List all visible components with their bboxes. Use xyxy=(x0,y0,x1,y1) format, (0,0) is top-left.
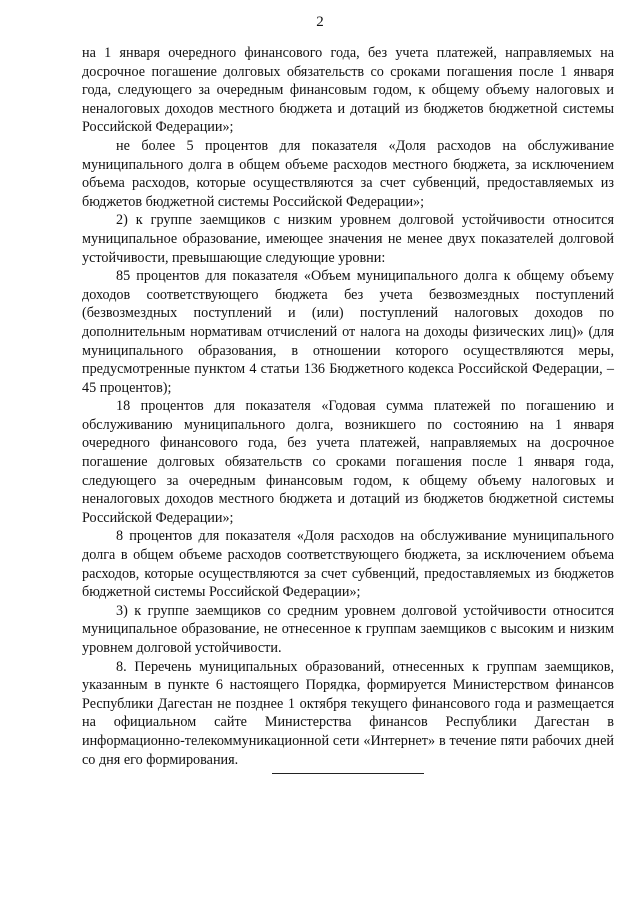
paragraph-indicator-8-percent: 8 процентов для показателя «Доля расходов на обслуживание муниципального долга в общем объеме расходов соответствующего бюджета, за исключением объема расходов, которые осуществляются за счет субвенций, предоставляемых из бюджетов бюджетной системы Российской Федерации»; xyxy=(82,528,614,601)
closing-divider-line xyxy=(272,773,424,774)
paragraph-indicator-5-percent: не более 5 процентов для показателя «Доля расходов на обслуживание муниципального долга в общем объеме расходов местного бюджета, за исключением объема расходов, которые осуществляются за счет субвенций, предоставляемых из бюджетов бюджетной системы Российской Федерации»; xyxy=(82,137,614,210)
page-number: 2 xyxy=(316,14,324,30)
paragraph-medium-stability-group: 3) к группе заемщиков со средним уровнем долговой устойчивости относится муниципальное образование, не отнесенное к группам заемщиков с высоким и низким уровнем долговой устойчивости. xyxy=(82,602,614,656)
paragraph-item-8: 8. Перечень муниципальных образований, отнесенных к группам заемщиков, указанным в пункте 6 настоящего Порядка, формируется Министерством финансов Республики Дагестан не позднее 1 октября текущего финансового года и размещается на официальном сайте Министерства финансов Республики Дагестан в информационно-телекоммуникационной сети «Интернет» в течение пяти рабочих дней со дня его формирования. xyxy=(82,658,614,768)
paragraph-low-stability-group: 2) к группе заемщиков с низким уровнем долговой устойчивости относится муниципальное образование, имеющее значения не менее двух показателей долговой устойчивости, превышающие следующие уровни: xyxy=(82,212,614,266)
paragraph-indicator-18-percent: 18 процентов для показателя «Годовая сумма платежей по погашению и обслуживанию муниципального долга, возникшего по состоянию на 1 января очередного финансового года, без учета платежей, направляемых на досрочное погашение долговых обязательств со сроками погашения после 1 января года, следующего за очередным финансовым годом, к общему объему налоговых и неналоговых доходов местного бюджета и дотаций из бюджетов бюджетной системы Российской Федерации»; xyxy=(82,398,614,526)
paragraph-continuation: на 1 января очередного финансового года, без учета платежей, направляемых на досрочное погашение долговых обязательств со сроками погашения после 1 января года, следующего за очередным финансовым годом, к общему объему налоговых и неналоговых доходов местного бюджета и дотаций из бюджетов бюджетной системы Российской Федерации»; xyxy=(82,45,614,136)
document-body xyxy=(82,44,614,769)
paragraph-indicator-85-percent: 85 процентов для показателя «Объем муниципального долга к общему объему доходов соответствующего бюджета без учета безвозмездных поступлений (безвозмездных поступлений и (или) поступлений налоговых доходов по дополнительным нормативам отчислений от налога на доходы физических лиц)» (для муниципального образования, в отношении которого осуществляются меры, предусмотренные пунктом 4 статьи 136 Бюджетного кодекса Российской Федерации, – 45 процентов); xyxy=(82,268,614,396)
